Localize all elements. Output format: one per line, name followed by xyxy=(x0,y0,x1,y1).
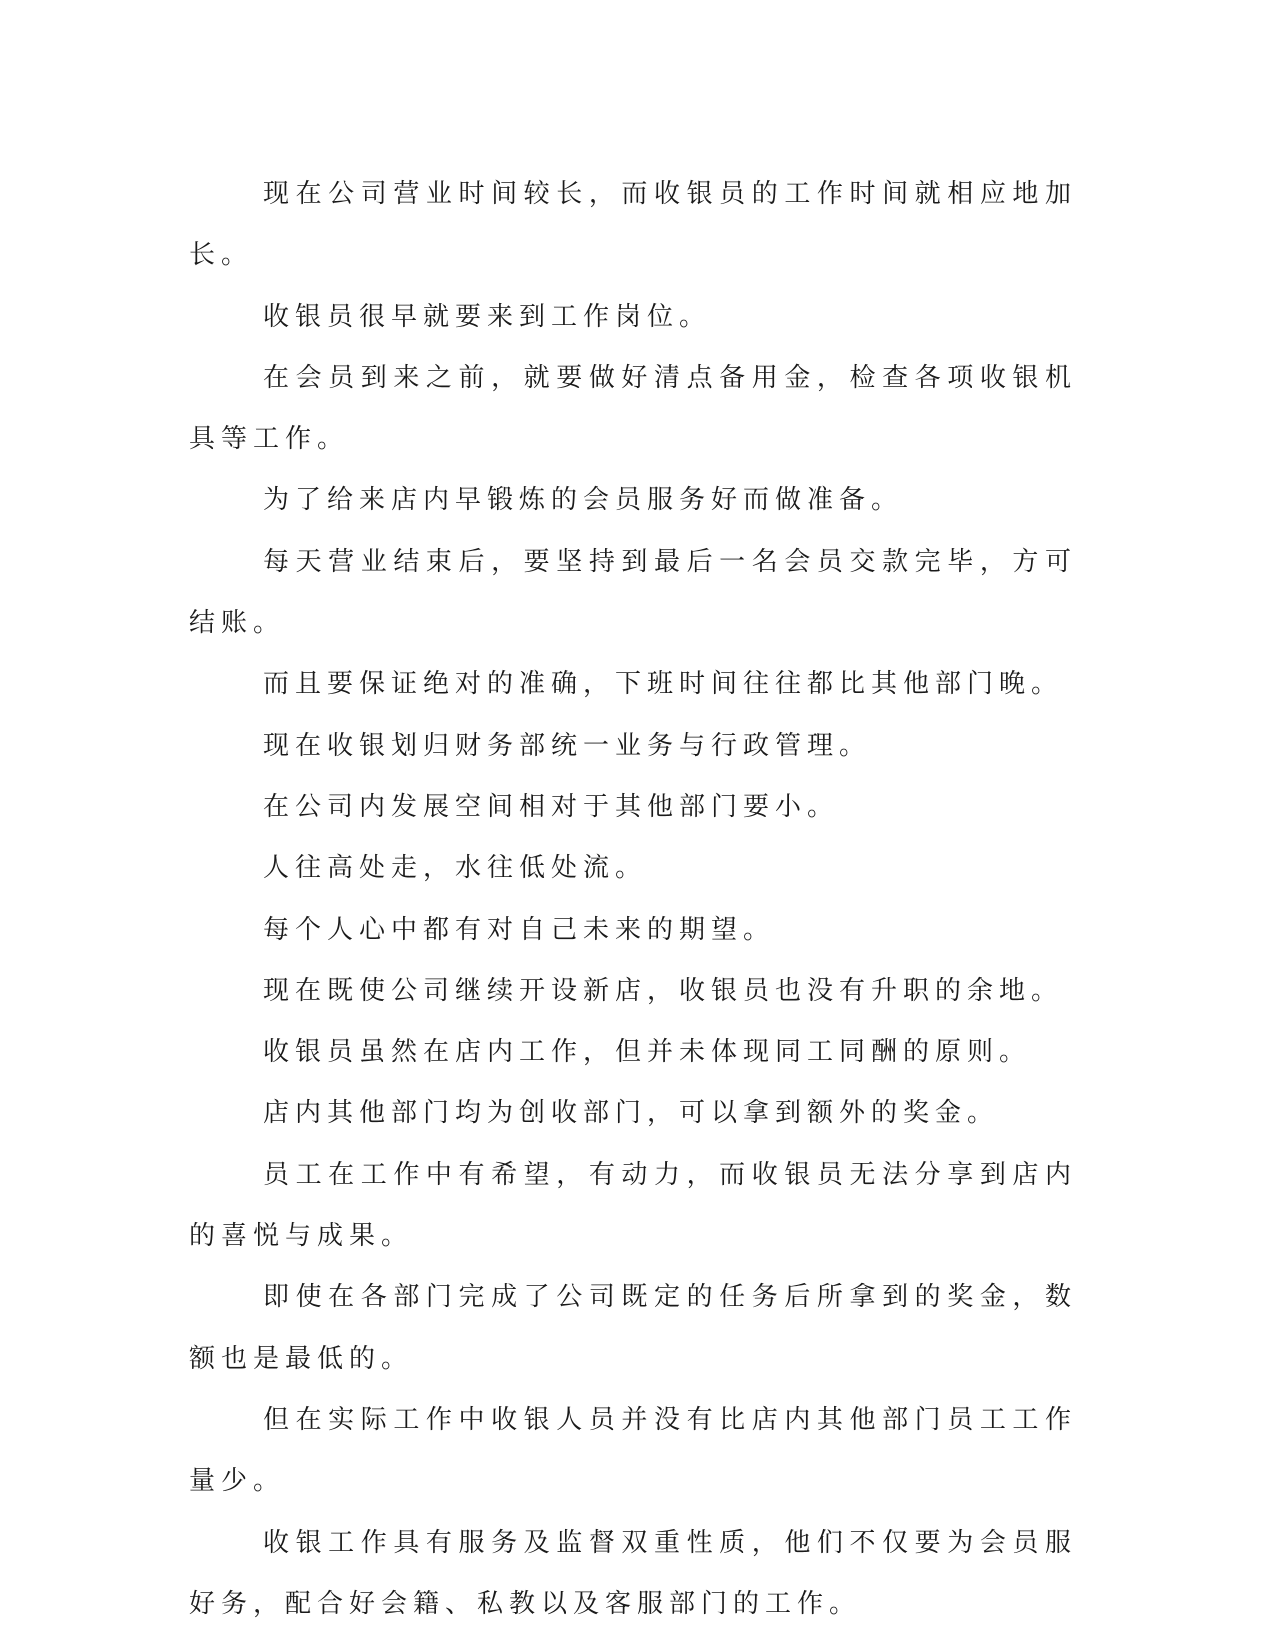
document-body xyxy=(189,164,1077,1635)
paragraph: 人往高处走，水往低处流。 xyxy=(263,853,648,884)
paragraph: 而且要保证绝对的准确，下班时间往往都比其他部门晚。 xyxy=(263,669,1064,700)
paragraph: 现在公司营业时间较长，而收银员的工作时间就相应地加长。 xyxy=(189,179,1077,271)
paragraph: 但在实际工作中收银人员并没有比店内其他部门员工工作量少。 xyxy=(189,1404,1077,1497)
paragraph: 每个人心中都有对自己未来的期望。 xyxy=(263,914,776,945)
paragraph: 收银员虽然在店内工作，但并未体现同工同酬的原则。 xyxy=(263,1037,1032,1068)
paragraph: 在公司内发展空间相对于其他部门要小。 xyxy=(263,791,840,822)
paragraph: 现在既使公司继续开设新店，收银员也没有升职的余地。 xyxy=(263,975,1064,1006)
paragraph: 现在收银划归财务部统一业务与行政管理。 xyxy=(263,730,872,761)
paragraph: 即使在各部门完成了公司既定的任务后所拿到的奖金，数额也是最低的。 xyxy=(189,1282,1077,1374)
paragraph: 收银工作具有服务及监督双重性质，他们不仅要为会员服好务，配合好会籍、私教以及客服部门的工作。 xyxy=(189,1527,1077,1619)
paragraph: 员工在工作中有希望，有动力，而收银员无法分享到店内的喜悦与成果。 xyxy=(189,1159,1077,1252)
paragraph: 收银员很早就要来到工作岗位。 xyxy=(263,301,712,332)
paragraph: 店内其他部门均为创收部门，可以拿到额外的奖金。 xyxy=(263,1098,1000,1129)
paragraph: 在会员到来之前，就要做好清点备用金，检查各项收银机具等工作。 xyxy=(189,362,1077,455)
paragraph: 为了给来店内早锻炼的会员服务好而做准备。 xyxy=(263,485,904,516)
paragraph: 每天营业结束后，要坚持到最后一名会员交款完毕，方可结账。 xyxy=(189,546,1077,639)
